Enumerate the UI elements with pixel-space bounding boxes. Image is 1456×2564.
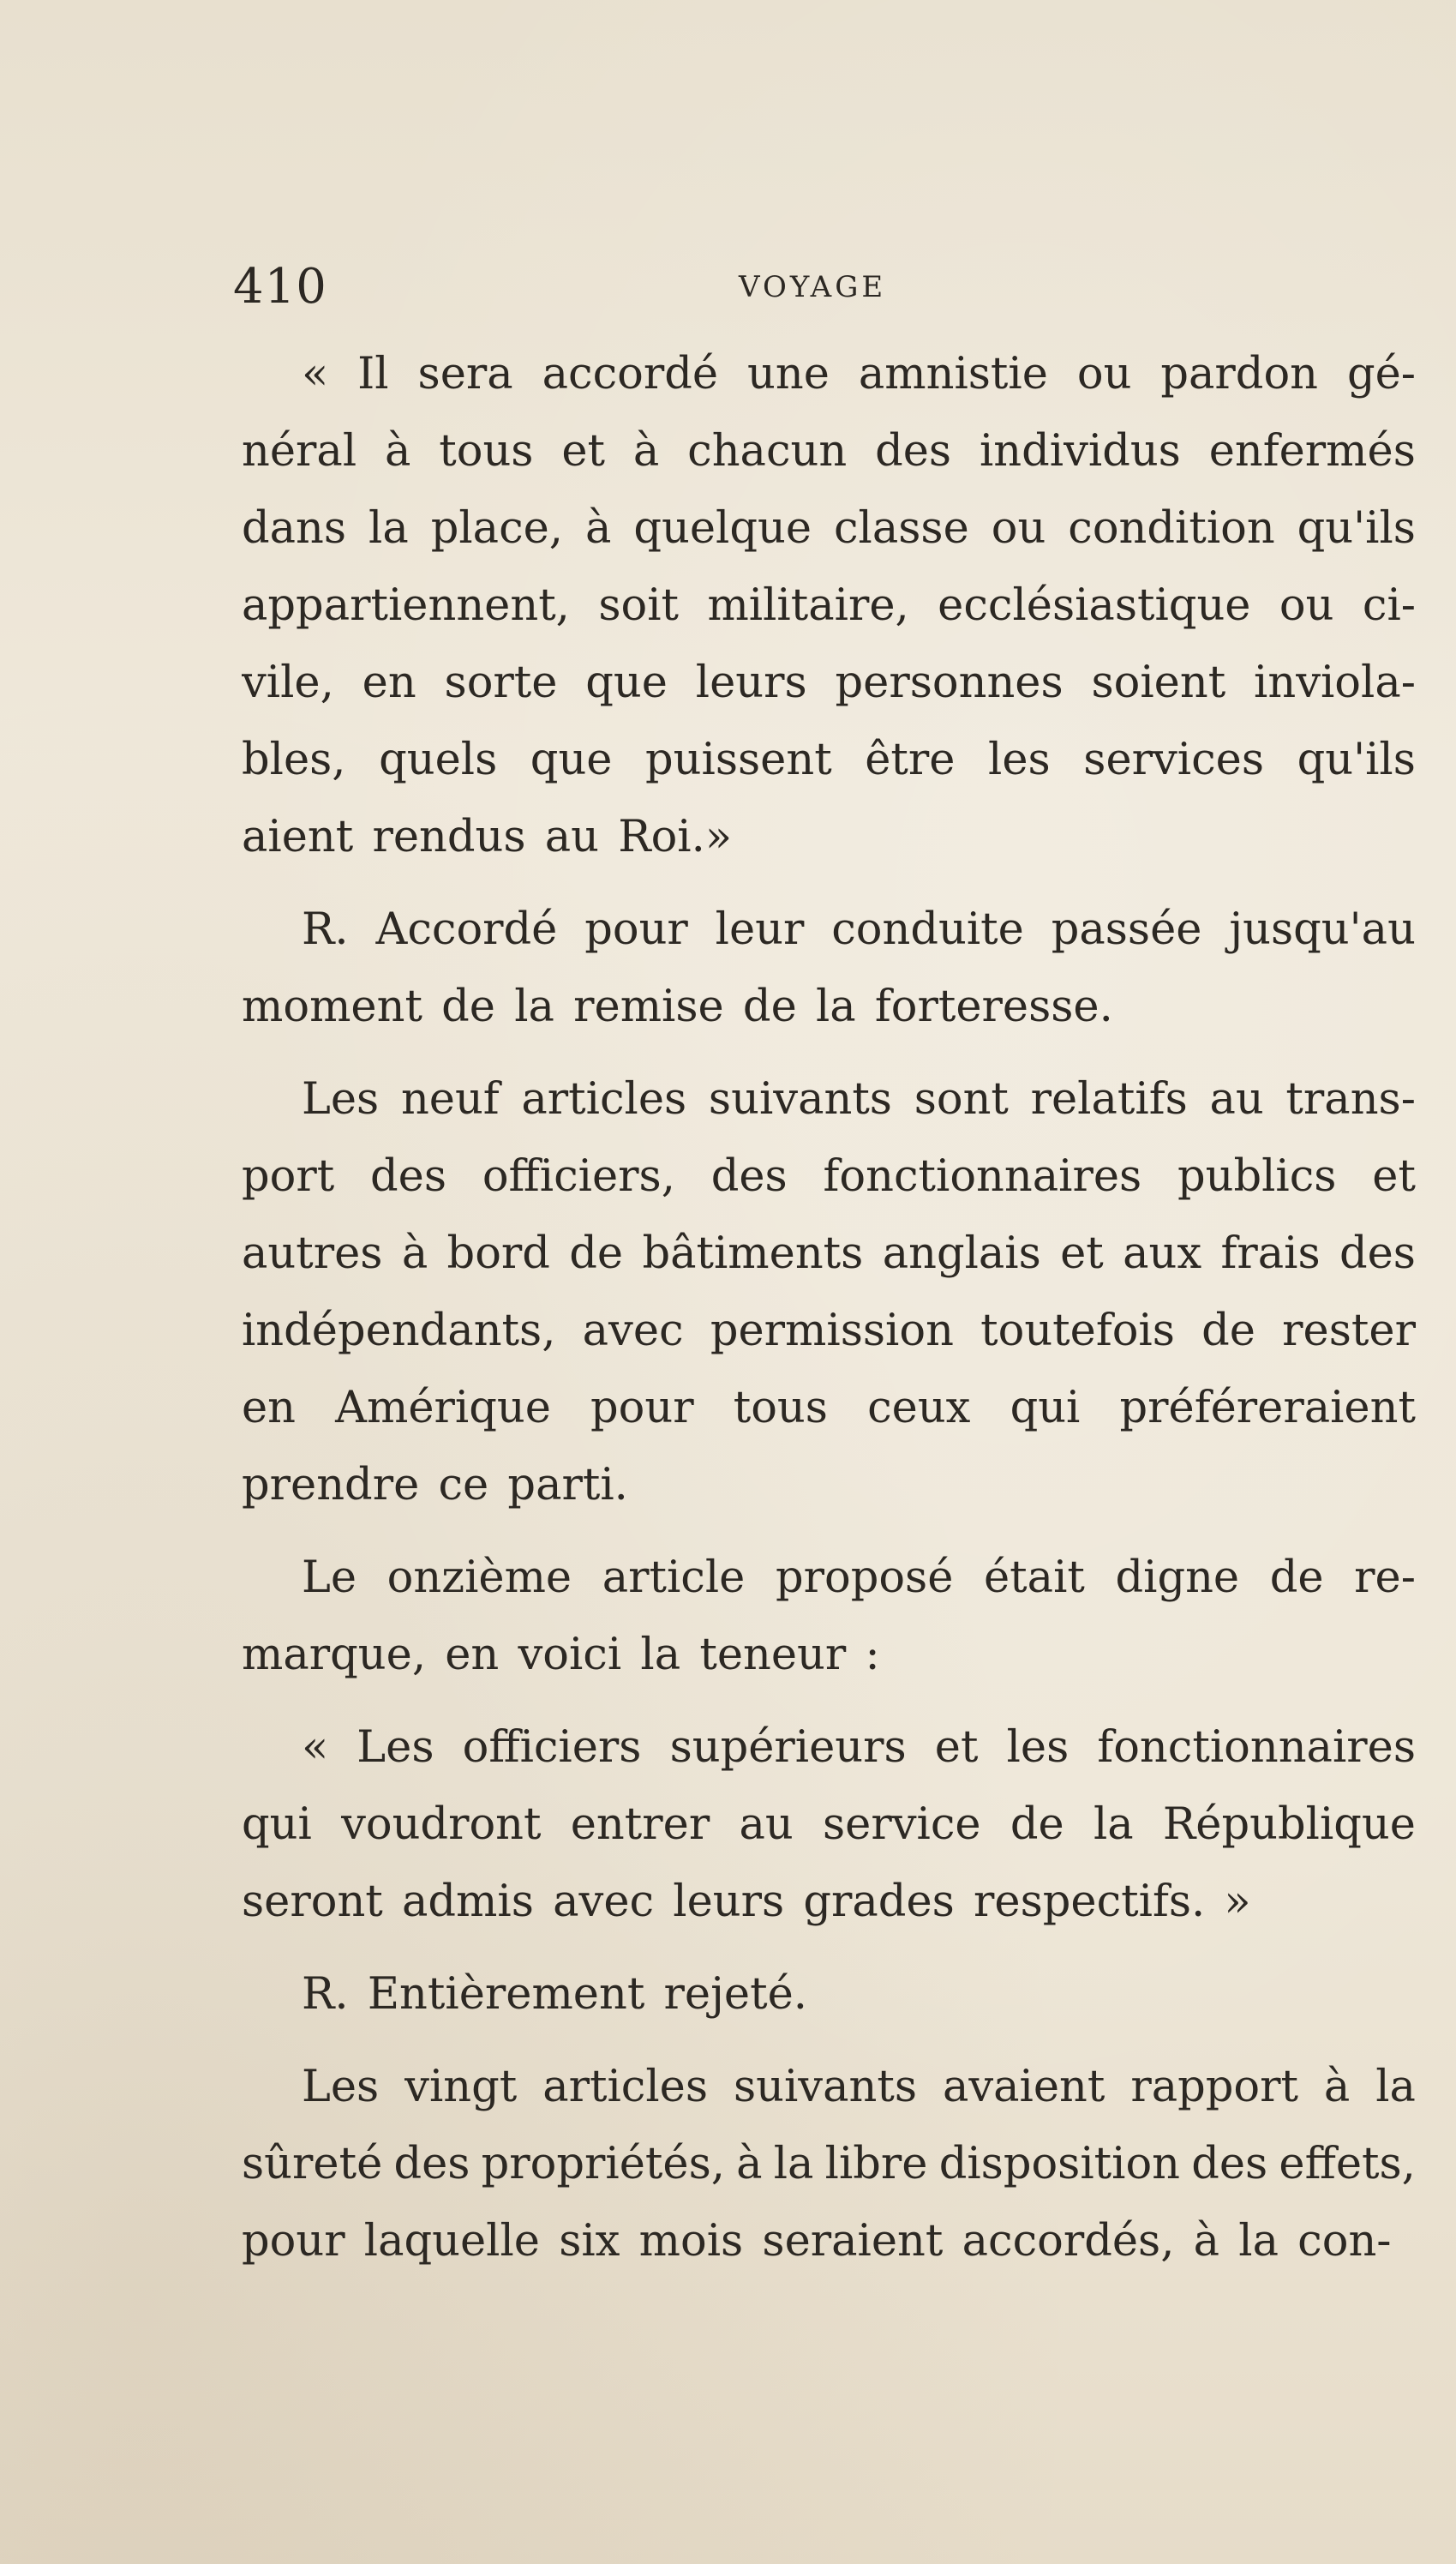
text-line: autres à bord de bâtiments anglais et aux frais des xyxy=(242,1228,1416,1279)
text-line: marque, en voici la teneur : xyxy=(242,1630,880,1680)
text-line: pour laquelle six mois seraient accordés, à la con- xyxy=(242,2216,1392,2267)
text-line: appartiennent, soit militaire, ecclésiastique ou ci- xyxy=(242,580,1416,631)
text-line: néral à tous et à chacun des individus enfermés xyxy=(242,426,1416,477)
text-line: prendre ce parti. xyxy=(242,1460,628,1510)
paragraph-first-line: R. Accordé pour leur conduite passée jusqu'au xyxy=(302,904,1416,955)
text-line: aient rendus au Roi.» xyxy=(242,812,733,862)
text-line: en Amérique pour tous ceux qui préféreraient xyxy=(242,1383,1416,1433)
paragraph-first-line: Les neuf articles suivants sont relatifs au trans- xyxy=(302,1074,1416,1125)
paragraph-first-line: R. Entièrement rejeté. xyxy=(302,1969,807,2020)
text-line: indépendants, avec permission toutefois de rester xyxy=(242,1306,1416,1356)
text-line: qui voudront entrer au service de la République xyxy=(242,1799,1416,1850)
paragraph-first-line: Les vingt articles suivants avaient rapport à la xyxy=(302,2062,1416,2112)
text-line: seront admis avec leurs grades respectifs. » xyxy=(242,1876,1251,1927)
page-number: 410 xyxy=(233,259,327,315)
running-head: VOYAGE xyxy=(739,270,887,304)
text-line: moment de la remise de la forteresse. xyxy=(242,982,1113,1032)
text-line: vile, en sorte que leurs personnes soient inviola- xyxy=(242,658,1416,708)
text-line: dans la place, à quelque classe ou condition qu'ils xyxy=(242,503,1416,554)
paragraph-first-line: « Les officiers supérieurs et les fonctionnaires xyxy=(302,1722,1416,1773)
text-line: port des officiers, des fonctionnaires publics et xyxy=(242,1151,1416,1202)
page-header xyxy=(233,253,1416,321)
paragraph-first-line: « Il sera accordé une amnistie ou pardon gé- xyxy=(302,349,1416,399)
paragraph-first-line: Le onzième article proposé était digne de re- xyxy=(302,1552,1416,1603)
text-line: sûreté des propriétés, à la libre disposition des effets, xyxy=(242,2139,1416,2189)
body-text xyxy=(242,336,1416,2280)
text-line: bles, quels que puissent être les services qu'ils xyxy=(242,735,1416,785)
